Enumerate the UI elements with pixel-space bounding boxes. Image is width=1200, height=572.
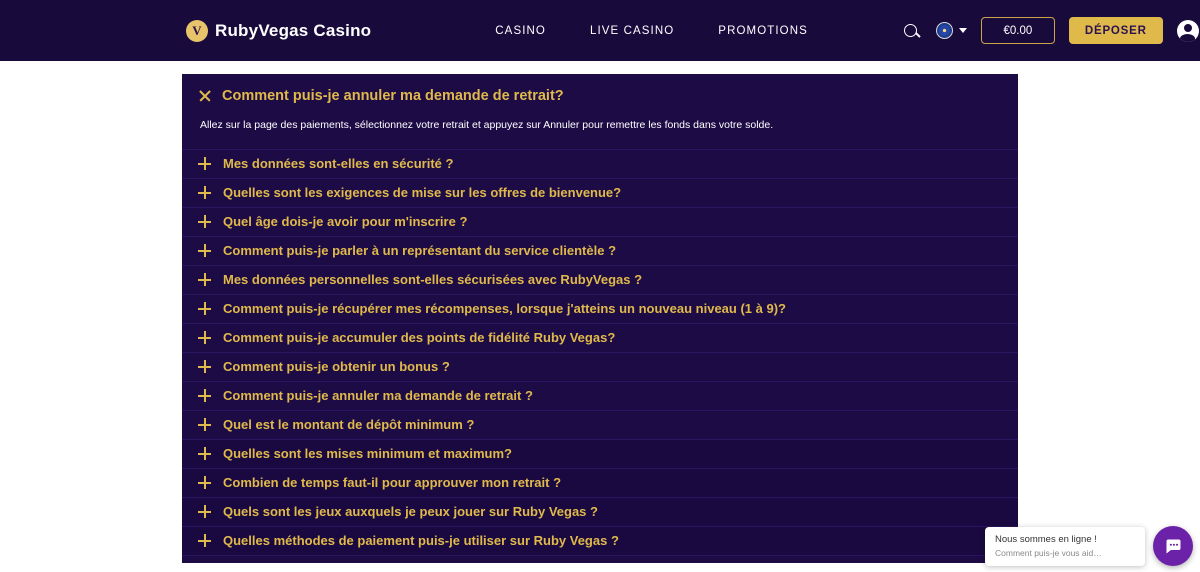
faq-question: Quel est le montant de dépôt minimum ? bbox=[223, 417, 475, 433]
chat-greeting-title: Nous sommes en ligne ! bbox=[995, 534, 1097, 545]
nav-live-casino[interactable]: LIVE CASINO bbox=[589, 24, 675, 37]
plus-icon bbox=[198, 447, 211, 460]
plus-icon bbox=[198, 244, 211, 257]
plus-icon bbox=[198, 157, 211, 170]
faq-question: Comment puis-je récupérer mes récompenses, lorsque j'atteins un nouveau niveau (1 à 9)? bbox=[223, 301, 786, 317]
deposit-button[interactable]: DÉPOSER bbox=[1069, 17, 1163, 44]
globe-flag-icon bbox=[936, 22, 953, 39]
faq-item[interactable] bbox=[182, 439, 1018, 468]
faq-question: Comment puis-je obtenir un bonus ? bbox=[223, 359, 450, 375]
plus-icon bbox=[198, 505, 211, 518]
nav-casino[interactable]: CASINO bbox=[495, 24, 546, 37]
faq-item[interactable] bbox=[182, 497, 1018, 526]
faq-item[interactable] bbox=[182, 149, 1018, 178]
faq-item[interactable] bbox=[182, 178, 1018, 207]
faq-question: Comment puis-je accumuler des points de fidélité Ruby Vegas? bbox=[223, 330, 616, 346]
main-nav bbox=[495, 25, 808, 37]
plus-icon bbox=[198, 418, 211, 431]
faq-item[interactable] bbox=[182, 352, 1018, 381]
chat-greeting-bubble[interactable] bbox=[985, 527, 1145, 566]
faq-question: Comment puis-je annuler ma demande de retrait ? bbox=[223, 388, 533, 404]
faq-question: Quelles sont les exigences de mise sur les offres de bienvenue? bbox=[223, 185, 622, 201]
faq-expanded-answer: Allez sur la page des paiements, sélectionnez votre retrait et appuyez sur Annuler pour remettre les fonds dans votre solde. bbox=[200, 119, 774, 131]
faq-question: Combien de temps faut-il pour approuver mon retrait ? bbox=[223, 475, 562, 491]
balance-display[interactable]: €0.00 bbox=[981, 17, 1055, 44]
close-icon[interactable] bbox=[198, 89, 212, 103]
language-selector[interactable] bbox=[936, 22, 967, 39]
logo-text bbox=[215, 21, 371, 41]
chat-bubble-icon[interactable] bbox=[1153, 526, 1193, 566]
plus-icon bbox=[198, 215, 211, 228]
faq-question: Mes données personnelles sont-elles sécurisées avec RubyVegas ? bbox=[223, 272, 643, 288]
plus-icon bbox=[198, 186, 211, 199]
ruby-diamond-icon: V bbox=[186, 20, 208, 42]
faq-item[interactable] bbox=[182, 381, 1018, 410]
site-header bbox=[0, 0, 1200, 61]
faq-item[interactable] bbox=[182, 410, 1018, 439]
chat-greeting-subtitle: Comment puis-je vous aid… bbox=[995, 548, 1102, 558]
faq-question: Mes données sont-elles en sécurité ? bbox=[223, 156, 454, 172]
faq-question: Quel âge dois-je avoir pour m'inscrire ? bbox=[223, 214, 468, 230]
search-icon[interactable] bbox=[900, 20, 922, 42]
faq-item[interactable] bbox=[182, 294, 1018, 323]
user-avatar-icon[interactable] bbox=[1177, 20, 1199, 42]
plus-icon bbox=[198, 389, 211, 402]
faq-item[interactable] bbox=[182, 323, 1018, 352]
faq-question: Comment puis-je parler à un représentant du service clientèle ? bbox=[223, 243, 617, 259]
faq-expanded-question: Comment puis-je annuler ma demande de retrait? bbox=[222, 88, 564, 104]
site-logo[interactable] bbox=[186, 20, 371, 42]
faq-item[interactable] bbox=[182, 468, 1018, 497]
plus-icon bbox=[198, 331, 211, 344]
faq-accordion bbox=[182, 74, 1018, 563]
faq-item[interactable] bbox=[182, 526, 1018, 555]
faq-item[interactable] bbox=[182, 207, 1018, 236]
nav-promotions[interactable]: PROMOTIONS bbox=[718, 24, 808, 37]
faq-item[interactable] bbox=[182, 265, 1018, 294]
logo-text-primary: Ruby bbox=[215, 20, 259, 40]
faq-item[interactable] bbox=[182, 236, 1018, 265]
faq-item-expanded[interactable] bbox=[182, 74, 1018, 149]
chevron-down-icon bbox=[959, 28, 967, 33]
header-actions bbox=[900, 17, 1199, 44]
search-glyph bbox=[904, 24, 917, 37]
faq-question: Quelles sont les mises minimum et maximum? bbox=[223, 446, 512, 462]
plus-icon bbox=[198, 302, 211, 315]
faq-question: Quels sont les jeux auxquels je peux jouer sur Ruby Vegas ? bbox=[223, 504, 598, 520]
faq-item-partial[interactable] bbox=[182, 555, 1018, 563]
faq-expanded-header[interactable] bbox=[182, 88, 1018, 104]
plus-icon bbox=[198, 273, 211, 286]
chat-widget bbox=[985, 526, 1193, 566]
faq-question: Quelles méthodes de paiement puis-je utiliser sur Ruby Vegas ? bbox=[223, 533, 619, 549]
plus-icon bbox=[198, 360, 211, 373]
plus-icon bbox=[198, 476, 211, 489]
plus-icon bbox=[198, 534, 211, 547]
logo-text-secondary: Vegas Casino bbox=[258, 20, 372, 40]
page-body bbox=[0, 61, 1200, 572]
